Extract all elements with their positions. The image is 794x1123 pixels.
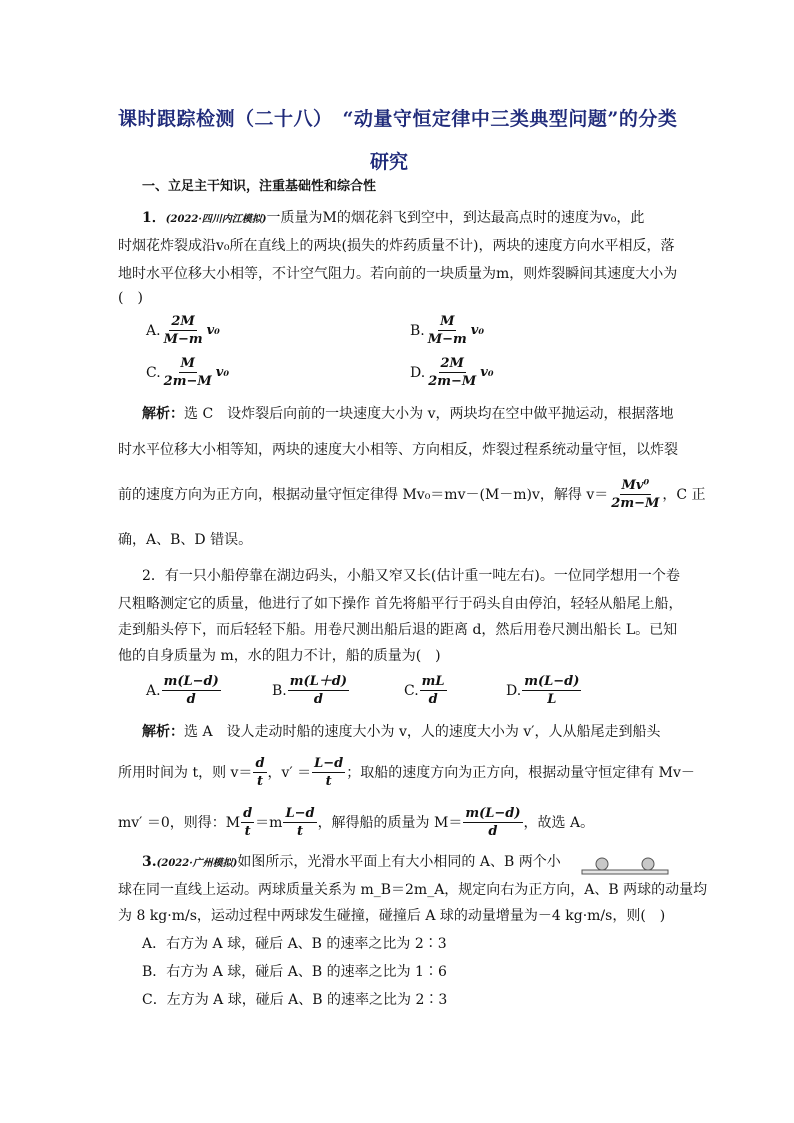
ball-a-icon xyxy=(596,858,608,870)
page-title-continued: 研究 xyxy=(370,151,409,173)
q2-line1: 2．有一只小船停靠在湖边码头，小船又窄又长(估计重一吨左右)。一位同学想用一个卷 xyxy=(142,568,680,584)
q1-analysis-line4: 确，A、B、D 错误。 xyxy=(118,532,253,548)
q2-option-b[interactable]: B. $\frac{m(L+d)}{d}$ xyxy=(272,674,348,707)
q1-option-c[interactable]: C. $\frac{M}{2m-M}$ v₀ xyxy=(146,356,230,389)
q2-line2: 尺粗略测定它的质量，他进行了如下操作 首先将船平行于码头自由停泊，轻轻从船尾上船， xyxy=(118,596,683,612)
q2-option-d[interactable]: D. $\frac{m(L-d)}{L}$ xyxy=(506,674,580,707)
q1-analysis-line3: 前的速度方向为正方向，根据动量守恒定律得 Mv₀＝mv－(M－m)v，解得 v＝ $\frac{\text{Mv⁰}}{2m-M}$ ，C 正 xyxy=(118,478,706,511)
ball-b-icon xyxy=(642,858,654,870)
q3-line3: 为 8 kg·m/s，运动过程中两球发生碰撞，碰撞后 A 球的动量增量为－4 kg·m/s，则( ) xyxy=(118,908,666,924)
q1-option-c-fraction: $\frac{M}{2m-M}$ xyxy=(163,356,212,389)
q3-source: (2022·广州模拟) xyxy=(156,858,238,869)
q1-analysis-line1: 解析：选 C 设炸裂后向前的一块速度大小为 v，两块均在空中做平抛运动，根据落地 xyxy=(142,406,674,422)
q2-analysis-line3: mv′ ＝0，则得：M $\frac{d}{t}$ ＝m $\frac{L-d}{t}$ ，解得船的质量为 M＝ $\frac{m(L-d)}{d}$ ，故选 A。 xyxy=(118,806,595,839)
q1-option-d-fraction: $\frac{2M}{2m-M}$ xyxy=(428,356,477,389)
q2-option-c[interactable]: C. $\frac{mL}{d}$ xyxy=(404,674,445,707)
q1-line2: 时烟花炸裂成沿v₀所在直线上的两块(损失的炸药质量不计)，两块的速度方向水平相反，落 xyxy=(118,238,675,254)
q1-option-b[interactable]: B. $\frac{M}{M-m}$ v₀ xyxy=(410,314,485,347)
q3-line2: 球在同一直线上运动。两球质量关系为 m_B＝2m_A，规定向右为正方向，A、B 两球的动量均 xyxy=(118,882,708,898)
collision-figure xyxy=(578,856,674,878)
section-heading: 一、立足主干知识，注重基础性和综合性 xyxy=(142,179,377,194)
surface-icon xyxy=(582,870,668,874)
q3-option-c[interactable]: C．左方为 A 球，碰后 A、B 的速率之比为 2∶3 xyxy=(142,992,448,1008)
q1-line1: 1．(2022·四川内江模拟)一质量为M的烟花斜飞到空中，到达最高点时的速度为v₀，此 xyxy=(142,210,645,226)
q1-option-d[interactable]: D. $\frac{2M}{2m-M}$ v₀ xyxy=(410,356,494,389)
q2-analysis-line2: 所用时间为 t，则 v＝ $\frac{d}{t}$ ，v′ ＝ $\frac{L-d}{t}$ ；取船的速度方向为正方向，根据动量守恒定律有 Mv－ xyxy=(118,756,695,789)
q2-option-a[interactable]: A. $\frac{m(L-d)}{d}$ xyxy=(146,674,219,707)
q1-option-a-fraction: $\frac{2M}{M-m}$ xyxy=(163,314,203,347)
q1-source: (2022·四川内江模拟) xyxy=(165,214,267,225)
q1-line3: 地时水平位移大小相等，不计空气阻力。若向前的一块质量为m，则炸裂瞬间其速度大小为 xyxy=(118,266,678,282)
q2-analysis-line1: 解析：选 A 设人走动时船的速度大小为 v，人的速度大小为 v′，人从船尾走到船头 xyxy=(142,724,661,740)
q3-option-a[interactable]: A．右方为 A 球，碰后 A、B 的速率之比为 2∶3 xyxy=(142,936,447,952)
q1-analysis-line2: 时水平位移大小相等知，两块的速度大小相等、方向相反，炸裂过程系统动量守恒，以炸裂 xyxy=(118,442,678,458)
q3-line1: 3.(2022·广州模拟)如图所示，光滑水平面上有大小相同的 A、B 两个小 xyxy=(142,854,561,870)
q1-analysis-fraction: $\frac{\text{Mv⁰}}{2m-M}$ xyxy=(611,478,660,511)
q1-option-a[interactable]: A. $\frac{2M}{M-m}$ v₀ xyxy=(146,314,220,347)
q2-line4: 他的自身质量为 m，水的阻力不计，船的质量为( ) xyxy=(118,648,441,664)
page-title: 课时跟踪检测（二十八） “动量守恒定律中三类典型问题”的分类 xyxy=(118,108,678,130)
q1-option-b-fraction: $\frac{M}{M-m}$ xyxy=(427,314,467,347)
q2-line3: 走到船头停下，而后轻轻下船。用卷尺测出船后退的距离 d，然后用卷尺测出船长 L。已知 xyxy=(118,622,678,638)
q1-paren: ( ) xyxy=(118,290,143,306)
q3-option-b[interactable]: B．右方为 A 球，碰后 A、B 的速率之比为 1∶6 xyxy=(142,964,447,980)
